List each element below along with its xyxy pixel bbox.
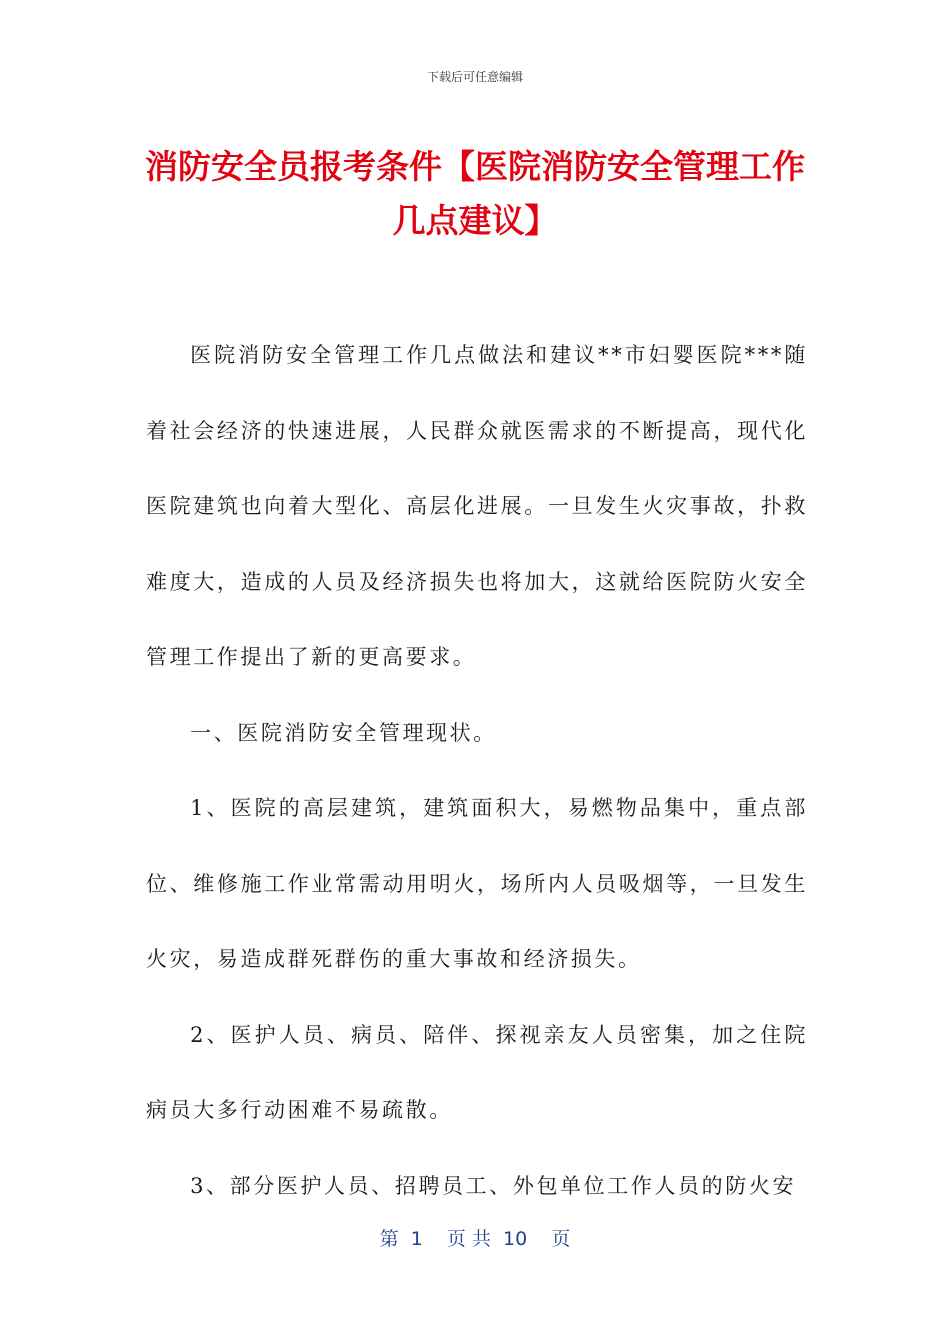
paragraph-item-3: 3、部分医护人员、招聘员工、外包单位工作人员的防火安 (190, 1173, 797, 1198)
paragraph-item-1: 1、医院的高层建筑，建筑面积大，易燃物品集中，重点部位、维修施工作业常需动用明火，场所内人员吸烟等，一旦发生火灾，易造成群死群伤的重大事故和经济损失。 (146, 796, 808, 971)
header-note: 下载后可任意编辑 (426, 70, 523, 84)
paragraph-intro: 医院消防安全管理工作几点做法和建议**市妇婴医院***随着社会经济的快速进展，人民群众就医需求的不断提高，现代化医院建筑也向着大型化、高层化进展。一旦发生火灾事故，扑救难度大，造成的人员及经济损失也将加大，这就给医院防火安全管理工作提出了新的更高要求。 (146, 343, 808, 669)
paragraph-item-2: 2、医护人员、病员、陪伴、探视亲友人员密集，加之住院病员大多行动困难不易疏散。 (146, 1022, 808, 1122)
paragraph-section-heading: 一、医院消防安全管理现状。 (190, 720, 497, 745)
page-number-footer: 第 1 页 共 10 页 (379, 1228, 571, 1250)
document-title: 消防安全员报考条件【医院消防安全管理工作几点建议】 (145, 147, 805, 240)
document-body (146, 318, 808, 1224)
